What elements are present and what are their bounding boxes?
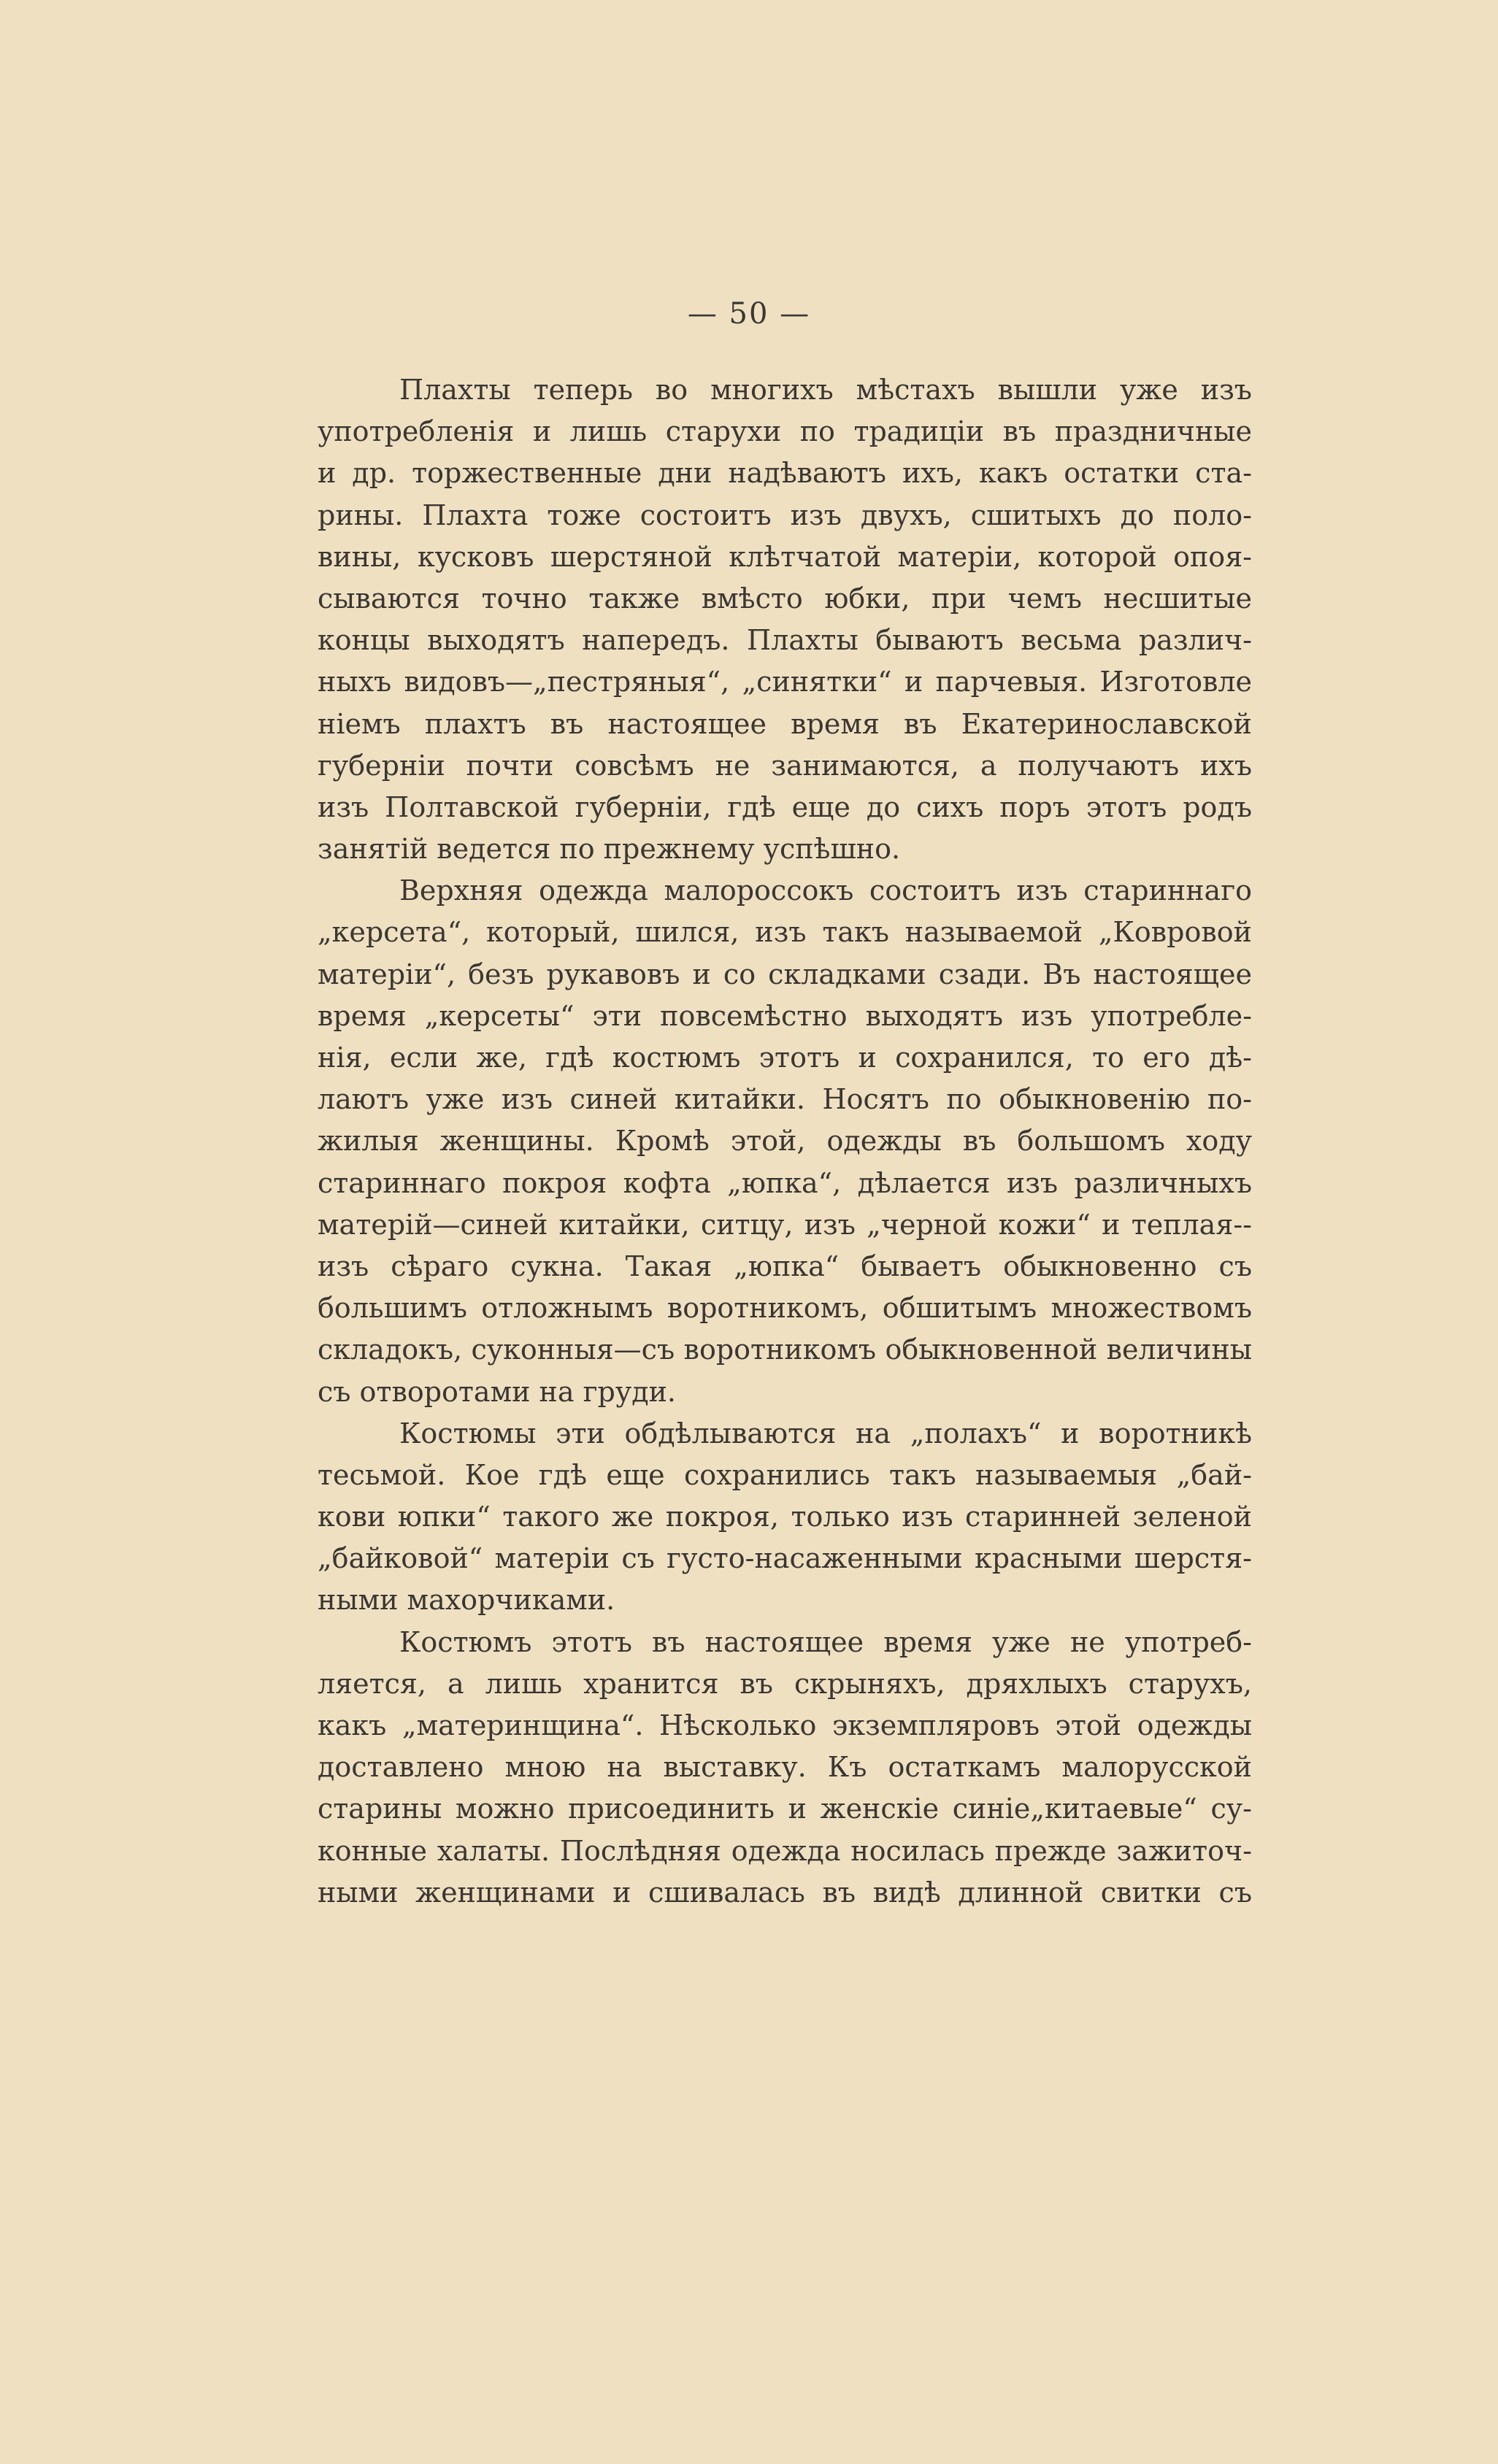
text-line: изъ Полтавской губерніи, гдѣ еще до сихъ поръ этотъ родъ — [318, 790, 1252, 823]
text-line: ляется, а лишь хранится въ скрыняхъ, дряхлыхъ старухъ, — [318, 1667, 1252, 1700]
text-line: доставлено мною на выставку. Къ остаткамъ малорусской — [318, 1751, 1252, 1784]
text-line: Плахты теперь во многихъ мѣстахъ вышли уже изъ — [399, 374, 1252, 406]
text-line: „байковой“ матеріи съ густо-насаженными красными шерстя- — [318, 1542, 1252, 1575]
text-line: какъ „материнщина“. Нѣсколько экземпляровъ этой одежды — [318, 1709, 1252, 1741]
text-line: старины можно присоединить и женскіе синіе„китаевые“ су- — [318, 1793, 1252, 1825]
text-line: ными женщинами и сшивалась въ видѣ длинной свитки съ — [318, 1876, 1252, 1909]
text-line: складокъ, суконныя—съ воротникомъ обыкновенной величины — [318, 1333, 1252, 1366]
text-line: жилыя женщины. Кромѣ этой, одежды въ большомъ ходу — [318, 1125, 1252, 1158]
text-line: тесьмой. Кое гдѣ еще сохранились такъ называемыя „бай- — [318, 1458, 1252, 1491]
text-line: съ отворотами на груди. — [318, 1375, 677, 1408]
text-line: нія, если же, гдѣ костюмъ этотъ и сохранился, то его дѣ- — [318, 1042, 1252, 1074]
text-line: большимъ отложнымъ воротникомъ, обшитымъ множествомъ — [318, 1292, 1252, 1325]
text-line: „керсета“, который, шился, изъ такъ называемой „Ковровой — [318, 916, 1252, 949]
body-text — [318, 369, 1252, 1914]
text-line: и др. торжественные дни надѣваютъ ихъ, какъ остатки ста- — [318, 457, 1252, 490]
paragraph — [318, 870, 1252, 1412]
text-line: время „керсеты“ эти повсемѣстно выходятъ изъ употребле- — [318, 999, 1252, 1032]
paragraph — [318, 1413, 1252, 1622]
text-line: конные халаты. Послѣдняя одежда носилась прежде зажиточ- — [318, 1834, 1252, 1867]
text-line: ніемъ плахтъ въ настоящее время въ Екатеринославской — [318, 707, 1252, 740]
text-line: занятій ведется по прежнему успѣшно. — [318, 833, 901, 866]
text-line: ными махорчиками. — [318, 1584, 615, 1617]
text-line: лаютъ уже изъ синей китайки. Носятъ по обыкновенію по- — [318, 1083, 1252, 1116]
text-line: Костюмъ этотъ въ настоящее время уже не употреб- — [399, 1625, 1252, 1658]
text-line: рины. Плахта тоже состоитъ изъ двухъ, сшитыхъ до поло- — [318, 498, 1252, 531]
text-line: Костюмы эти обдѣлываются на „полахъ“ и воротникѣ — [399, 1417, 1252, 1449]
text-line: ныхъ видовъ—„пестряныя“, „синятки“ и парчевыя. Изготовле — [318, 666, 1252, 698]
text-line: матерій—синей китайки, ситцу, изъ „черной кожи“ и теплая-- — [318, 1208, 1252, 1241]
paragraph — [318, 369, 1252, 870]
text-line: Верхняя одежда малороссокъ состоитъ изъ стариннаго — [399, 874, 1252, 907]
text-line: вины, кусковъ шерстяной клѣтчатой матеріи, которой опоя- — [318, 540, 1252, 573]
text-line: губерніи почти совсѣмъ не занимаются, а получаютъ ихъ — [318, 749, 1252, 782]
text-line: сываются точно также вмѣсто юбки, при чемъ несшитые — [318, 582, 1252, 615]
paragraph — [318, 1622, 1252, 1914]
text-line: стариннаго покроя кофта „юпка“, дѣлается изъ различныхъ — [318, 1166, 1252, 1199]
page-number: — 50 — — [687, 297, 811, 331]
text-line: концы выходятъ напередъ. Плахты бываютъ весьма различ- — [318, 624, 1252, 657]
text-line: матеріи“, безъ рукавовъ и со складками сзади. Въ настоящее — [318, 958, 1252, 990]
text-line: употребленія и лишь старухи по традиціи въ праздничные — [318, 415, 1252, 448]
text-line: изъ сѣраго сукна. Такая „юпка“ бываетъ обыкновенно съ — [318, 1250, 1252, 1282]
text-line: кови юпки“ такого же покроя, только изъ старинней зеленой — [318, 1501, 1252, 1533]
